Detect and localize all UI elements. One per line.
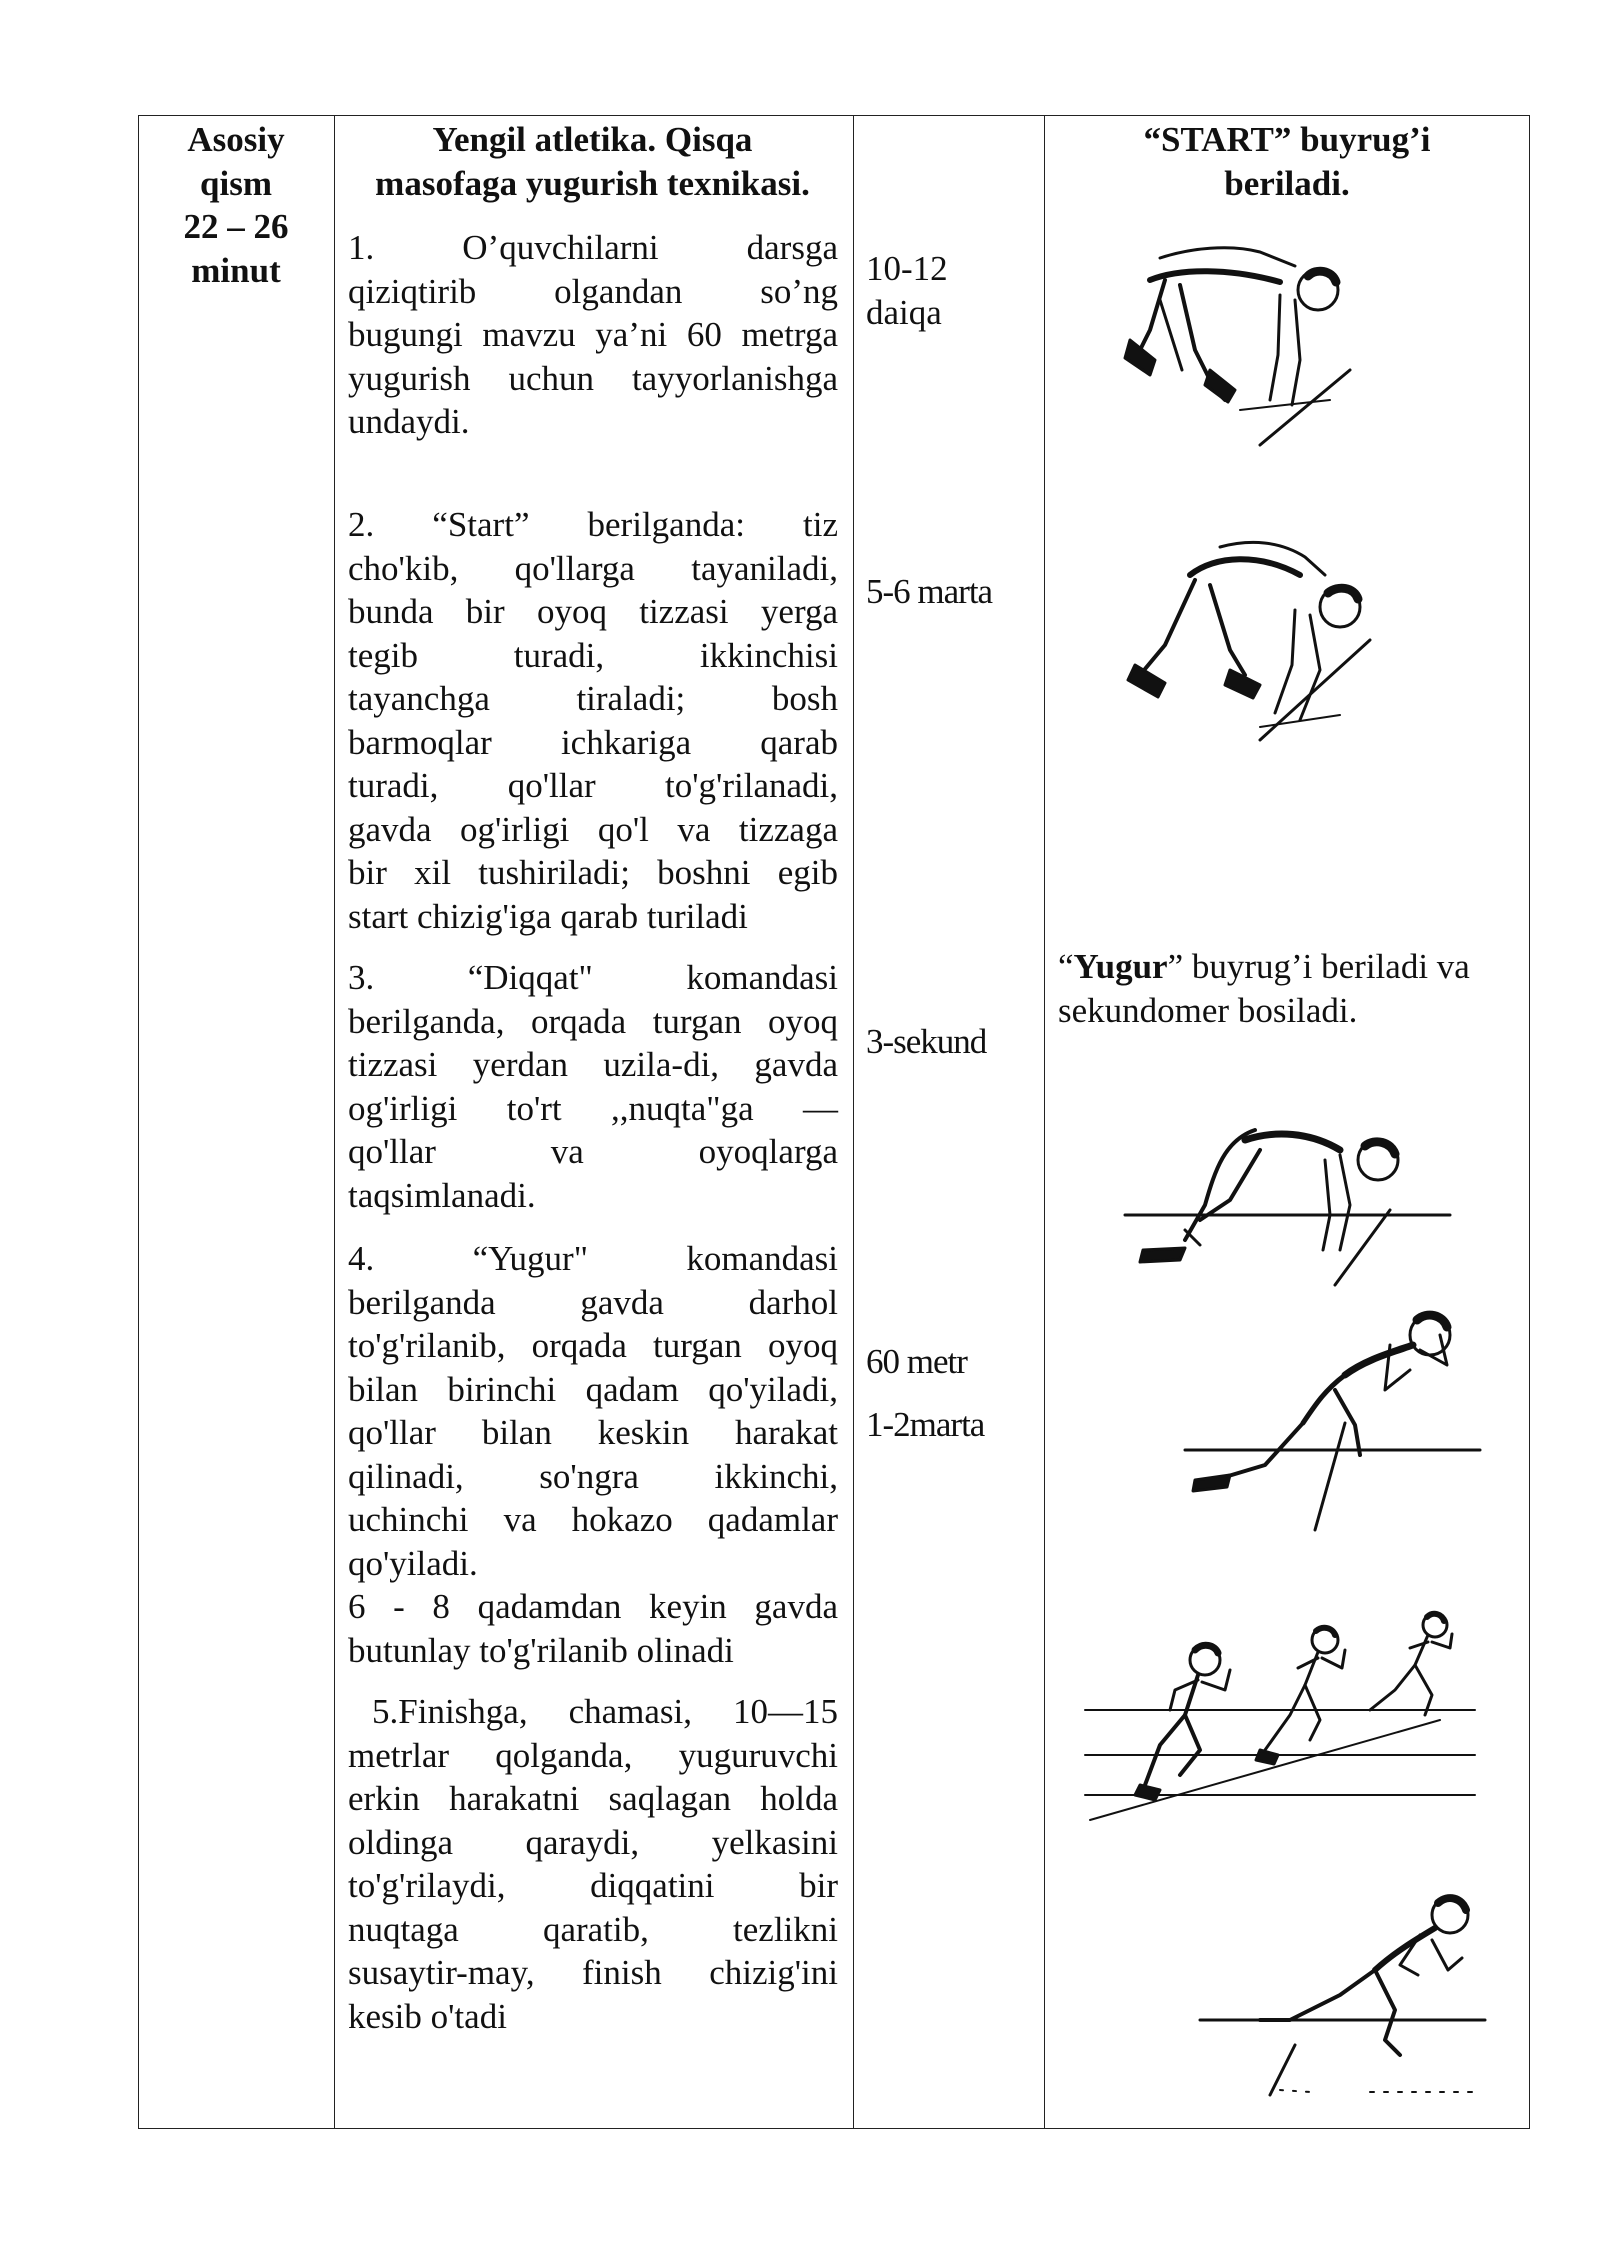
note-text: ” buyrug’i beriladi va [1167,947,1470,986]
finish-figure [1200,1870,1490,2095]
lesson-title-line: masofaga yugurish texnikasi. [375,163,810,203]
command-word: Yugur [1073,947,1168,986]
step-1-paragraph [348,226,838,444]
text-line: oldinga qaraydi, yelkasini [348,1822,838,1862]
set-position-figure [1110,535,1380,745]
text-line: og'irligi to'rt ,,nuqta"ga — [348,1088,838,1128]
text-line: butunlay to'g'rilanib olinadi [348,1630,734,1670]
text-line: qiziqtirib olgandan so’ng [348,271,838,311]
text-line: start chizig'iga qarab turiladi [348,896,748,936]
text-line: bugungi mavzu ya’ni 60 metrga [348,315,838,354]
section-label-line: 22 – 26 [183,207,289,246]
text-line: cho'kib, qo'llarga tayaniladi, [348,548,838,588]
text-line: qo'llar bilan keskin harakat [348,1413,838,1452]
note-line [1058,945,1528,989]
text-line: undaydi. [348,402,470,441]
yugur-command-note [1058,945,1528,1032]
text-line: erkin harakatni saqlagan holda [348,1779,838,1818]
text-line: kesib o'tadi [348,1996,507,2036]
text-line: bir xil tushiriladi; boshni egib [348,853,838,892]
duration-3: 3-sekund [866,1022,987,1061]
section-label-line: minut [191,250,281,290]
text-line: qo'yiladi. [348,1543,478,1583]
note-line: sekundomer bosiladi. [1058,990,1358,1030]
text-line: barmoqlar ichkariga qarab [348,722,838,762]
column-divider [853,116,854,2128]
heading-line: beriladi. [1224,163,1350,203]
push-off-figure [1125,1120,1450,1290]
start-command-heading [1046,118,1528,205]
duration-line: daiqa [866,292,942,332]
duration-1 [866,247,1036,334]
text-line: 3. “Diqqat" komandasi [348,958,838,997]
heading-line: “START” buyrug’i [1143,120,1431,159]
text-line: qo'llar va oyoqlarga [348,1132,838,1171]
step-3-paragraph [348,956,838,1217]
quote-mark: “ [1058,947,1074,986]
distance: 60 metr [866,1342,967,1381]
section-label-line: Asosiy [187,120,285,159]
repetitions: 1-2marta [866,1405,985,1444]
text-line: susaytir-may, finish chizig'ini [348,1953,838,1992]
text-line: uchinchi va hokazo qadamlar [348,1500,838,1539]
text-line: taqsimlanadi. [348,1175,536,1215]
text-line: to'g'rilanib, orqada turgan oyoq [348,1326,838,1365]
text-line: to'g'rilaydi, diqqatini bir [348,1866,838,1905]
text-line: nuqtaga qaratib, tezlikni [348,1909,838,1949]
acceleration-figure [1185,1305,1480,1530]
step-2-paragraph [348,503,838,938]
column-divider [1044,116,1045,2128]
text-line: tegib turadi, ikkinchisi [348,635,838,675]
text-line: turadi, qo'llar to'g'rilanadi, [348,766,838,805]
text-line: berilganda gavda darhol [348,1282,838,1322]
text-line: 1. O’quvchilarni darsga [348,228,838,267]
text-line: qilinadi, so'ngra ikkinchi, [348,1456,838,1496]
lesson-title-line: Yengil atletika. Qisqa [432,120,753,159]
duration-line: 10-12 [866,249,948,288]
crouch-start-figure [1120,240,1370,445]
three-runners-figure [1080,1590,1480,1820]
text-line: gavda og'irligi qo'l va tizzaga [348,809,838,849]
text-line: berilganda, orqada turgan oyoq [348,1001,838,1041]
step-4-paragraph [348,1237,838,1672]
step-5-paragraph [348,1690,838,2038]
text-line: 6 - 8 qadamdan keyin gavda [348,1587,838,1626]
section-label-line: qism [200,163,272,203]
text-line: 5.Finishga, chamasi, 10—15 [372,1692,838,1731]
text-line: tayanchga tiraladi; bosh [348,679,838,718]
column-divider [334,116,335,2128]
text-line: 4. “Yugur" komandasi [348,1239,838,1278]
text-line: metrlar qolganda, yuguruvchi [348,1735,838,1775]
text-line: tizzasi yerdan uzila-di, gavda [348,1045,838,1084]
text-line: 2. “Start” berilganda: tiz [348,505,838,544]
text-line: bilan birinchi qadam qo'yiladi, [348,1369,838,1409]
section-label [140,118,332,292]
duration-2: 5-6 marta [866,572,993,611]
lesson-title [340,118,845,205]
text-line: bunda bir oyoq tizzasi yerga [348,592,838,631]
text-line: yugurish uchun tayyorlanishga [348,358,838,398]
